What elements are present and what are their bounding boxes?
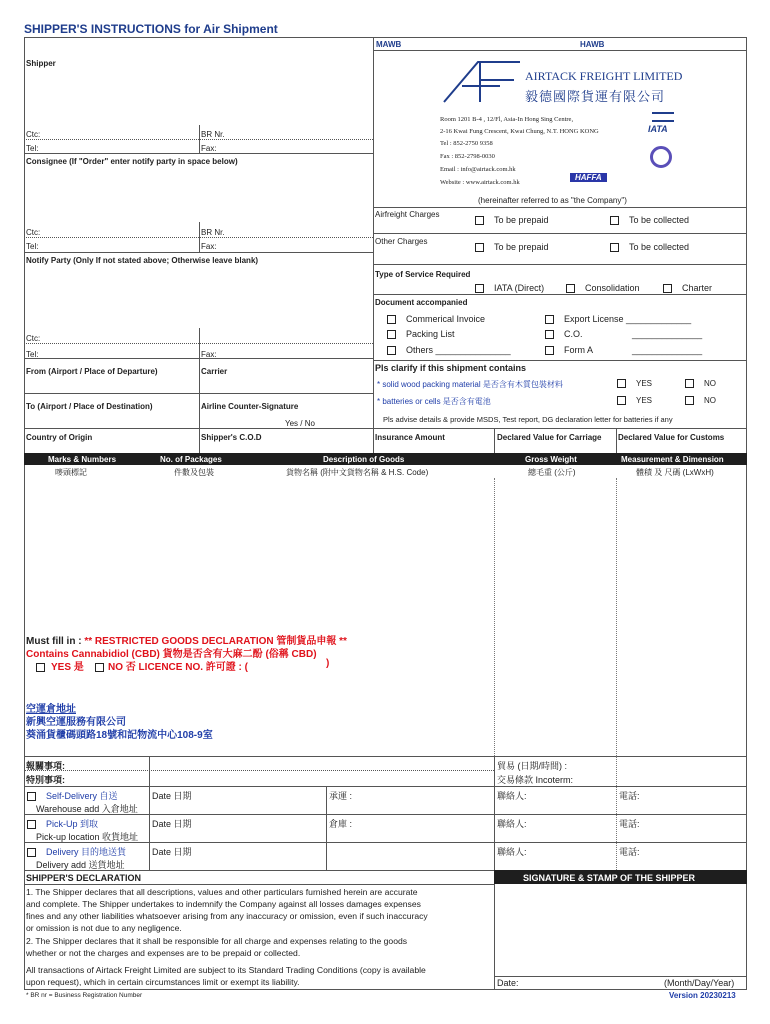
clarify-advise: Pls advise details & provide MSDS, Test report, DG declaration letter for batteries if any: [383, 415, 673, 424]
packages-header-zh: 件數及包裝: [174, 468, 214, 477]
mawb-label: MAWB: [376, 40, 402, 49]
pick-up-sub: Pick-up location 收貨地址: [36, 832, 139, 842]
description-header: Description of Goods: [323, 455, 405, 464]
notify-label: Notify Party (Only If not stated above; Otherwise leave blank): [26, 256, 259, 265]
signature-date-format: (Month/Day/Year): [664, 978, 735, 988]
company-email: Email : info@airtack.com.hk: [440, 166, 516, 173]
service-consolidation[interactable]: Consolidation: [566, 283, 640, 293]
weight-header: Gross Weight: [525, 455, 577, 464]
customs-matters: 報關事項:: [26, 761, 65, 771]
service-charter[interactable]: Charter: [663, 283, 712, 293]
iata-logo-icon: [652, 112, 674, 122]
batteries-yes[interactable]: YES: [617, 396, 652, 405]
service-label: Type of Service Required: [375, 270, 471, 279]
self-delivery-phone: 電話:: [619, 791, 640, 801]
fiata-logo-icon: [650, 146, 672, 168]
iata-logo-text: IATA: [648, 124, 668, 134]
service-iata-direct[interactable]: IATA (Direct): [475, 283, 544, 293]
clarify-wood: * solid wood packing material 是否含有木質包裝材料: [377, 380, 563, 389]
notify-tel: Tel:: [26, 350, 39, 359]
weight-header-zh: 總毛重 (公斤): [528, 468, 576, 477]
company-fax: Fax : 852-2798-0030: [440, 153, 495, 160]
wood-no[interactable]: NO: [685, 379, 716, 388]
declaration-p7: All transactions of Airtack Freight Limited are subject to its Standard Trading Conditions (copy is available: [26, 965, 426, 975]
insurance-label: Insurance Amount: [375, 433, 445, 442]
clarify-batteries: * batteries or cells 是否含有電池: [377, 397, 491, 406]
clarify-label: Pls clarify if this shipment contains: [375, 363, 527, 373]
shipper-tel: Tel:: [26, 144, 39, 153]
doc-form-a[interactable]: Form A: [545, 345, 593, 355]
description-header-zh: 貨物名稱 (附中文貨物名稱 & H.S. Code): [286, 468, 429, 477]
company-referred-note: (hereinafter referred to as "the Company"): [478, 196, 627, 205]
batteries-no[interactable]: NO: [685, 396, 716, 405]
delivery-contact: 聯絡人:: [497, 847, 527, 857]
from-label: From (Airport / Place of Departure): [26, 367, 158, 376]
marks-header-zh: 嘜頭標記: [55, 468, 87, 477]
company-name-zh: 毅德國際貨運有限公司: [525, 89, 666, 104]
other-collected[interactable]: To be collected: [610, 242, 689, 252]
declaration-p4: or omission is not due to any negligence.: [26, 923, 182, 933]
shipper-fax: Fax:: [201, 144, 217, 153]
to-label: To (Airport / Place of Destination): [26, 402, 153, 411]
self-delivery-sub: Warehouse add 入倉地址: [36, 804, 138, 814]
doc-packing-list[interactable]: Packing List: [387, 329, 455, 339]
company-tel: Tel : 852-2750 9358: [440, 140, 493, 147]
hawb-label: HAWB: [580, 40, 605, 49]
origin-label: Country of Origin: [26, 433, 93, 442]
declaration-p2: and complete. The Shipper undertakes to indemnify the Company against all losses damages expenses: [26, 899, 421, 909]
delivery-date: Date 日期: [152, 847, 192, 857]
company-address-1: Room 1201 B-4 , 12/Fl, Asia-In Hong Sing Centre,: [440, 116, 574, 123]
delivery[interactable]: Delivery 目的地送貨: [27, 845, 126, 858]
measurement-header-zh: 體積 及 尺碼 (LxWxH): [636, 468, 714, 477]
doc-co[interactable]: C.O.: [545, 329, 583, 339]
declaration-p6: whether or not the charges and expenses are to be prepaid or collected.: [26, 948, 301, 958]
declaration-p1: 1. The Shipper declares that all descriptions, values and other particulars furnished herein are accurate: [26, 887, 418, 897]
br-footnote: * BR nr = Business Registration Number: [26, 992, 143, 999]
restricted-line: Must fill in : ** RESTRICTED GOODS DECLARATION 管制貨品申報 **: [26, 636, 347, 647]
shipper-ctc: Ctc:: [26, 130, 41, 139]
value-carriage-label: Declared Value for Carriage: [497, 433, 602, 442]
form-title: SHIPPER'S INSTRUCTIONS for Air Shipment: [24, 22, 278, 36]
cbd-yes[interactable]: YES 是: [36, 658, 84, 673]
self-delivery-carrier: 承運 :: [329, 791, 353, 801]
warehouse-company: 新興空運服務有限公司: [26, 717, 126, 728]
delivery-phone: 電話:: [619, 847, 640, 857]
cbd-no-licence[interactable]: NO 否 LICENCE NO. 許可證 : (: [95, 658, 248, 673]
consignee-fax: Fax:: [201, 242, 217, 251]
declaration-p5: 2. The Shipper declares that it shall be responsible for all charge and expenses relating to the goods: [26, 936, 408, 946]
other-charges-label: Other Charges: [375, 237, 428, 246]
notify-ctc: Ctc:: [26, 334, 41, 343]
airline-yes-no: Yes / No: [285, 419, 315, 428]
airfreight-collected[interactable]: To be collected: [610, 215, 689, 225]
company-name-en: AIRTACK FREIGHT LIMITED: [525, 69, 683, 83]
doc-invoice[interactable]: Commerical Invoice: [387, 314, 485, 324]
cod-label: Shipper's C.O.D: [201, 433, 262, 442]
self-delivery-date: Date 日期: [152, 791, 192, 801]
trade-datetime: 貿易 (日期/時間) :: [497, 761, 567, 771]
consignee-br: BR Nr.: [201, 228, 225, 237]
company-logo: [440, 58, 525, 106]
doc-others[interactable]: Others _______________: [387, 345, 511, 355]
pick-up[interactable]: Pick-Up 到取: [27, 817, 98, 830]
company-website: Website : www.airtack.com.hk: [440, 179, 520, 186]
version-label: Version 20230213: [669, 991, 736, 1000]
pick-up-contact: 聯絡人:: [497, 819, 527, 829]
consignee-ctc: Ctc:: [26, 228, 41, 237]
value-customs-label: Declared Value for Customs: [618, 433, 725, 442]
notify-fax: Fax:: [201, 350, 217, 359]
signature-date: Date:: [497, 978, 519, 988]
delivery-sub: Delivery add 送貨地址: [36, 860, 125, 870]
doc-co-blank: ______________: [632, 329, 703, 339]
consignee-label: Consignee (If "Order" enter notify party in space below): [26, 157, 238, 166]
warehouse-address: 葵涌貨櫃碼頭路18號和記物流中心108-9室: [26, 730, 213, 741]
signature-title: SIGNATURE & STAMP OF THE SHIPPER: [523, 873, 696, 883]
packages-header: No. of Packages: [160, 455, 222, 464]
shipper-label: Shipper: [26, 59, 56, 68]
documents-label: Document accompanied: [375, 298, 468, 307]
carrier-label: Carrier: [201, 367, 228, 376]
cbd-question: Contains Cannabidiol (CBD) 貨物是否含有大麻二酚 (俗稱 CBD): [26, 649, 317, 660]
doc-export-license[interactable]: Export License _____________: [545, 314, 691, 324]
declaration-p3: fines and any other liabilities whatsoever arising from any inaccuracy or omission, even if such inaccuracy: [26, 911, 428, 921]
incoterm-label: 交易條款 Incoterm:: [497, 775, 574, 785]
self-delivery-contact: 聯絡人:: [497, 791, 527, 801]
declaration-title: SHIPPER'S DECLARATION: [26, 873, 141, 883]
wood-yes[interactable]: YES: [617, 379, 652, 388]
airline-signature-label: Airline Counter-Signature: [201, 402, 299, 411]
warehouse-title: 空運倉地址: [26, 704, 76, 715]
declaration-p8: upon request), which in certain circumstances limit or exempt its liability.: [26, 977, 300, 987]
pick-up-date: Date 日期: [152, 819, 192, 829]
shipper-br: BR Nr.: [201, 130, 225, 139]
self-delivery[interactable]: Self-Delivery 自送: [27, 789, 118, 802]
special-matters: 特別事項:: [26, 775, 65, 785]
doc-form-a-blank: ______________: [632, 345, 703, 355]
airfreight-prepaid[interactable]: To be prepaid: [475, 215, 549, 225]
licence-close: ): [326, 658, 330, 669]
consignee-tel: Tel:: [26, 242, 39, 251]
airfreight-charges-label: Airfreight Charges: [375, 210, 440, 219]
marks-header: Marks & Numbers: [48, 455, 117, 464]
pick-up-phone: 電話:: [619, 819, 640, 829]
other-prepaid[interactable]: To be prepaid: [475, 242, 549, 252]
pick-up-warehouse: 倉庫 :: [329, 819, 353, 829]
haffa-logo: HAFFA: [570, 173, 607, 182]
measurement-header: Measurement & Dimension: [621, 455, 724, 464]
company-address-2: 2-16 Kwai Fung Crescent, Kwai Chung, N.T. HONG KONG: [440, 128, 599, 135]
